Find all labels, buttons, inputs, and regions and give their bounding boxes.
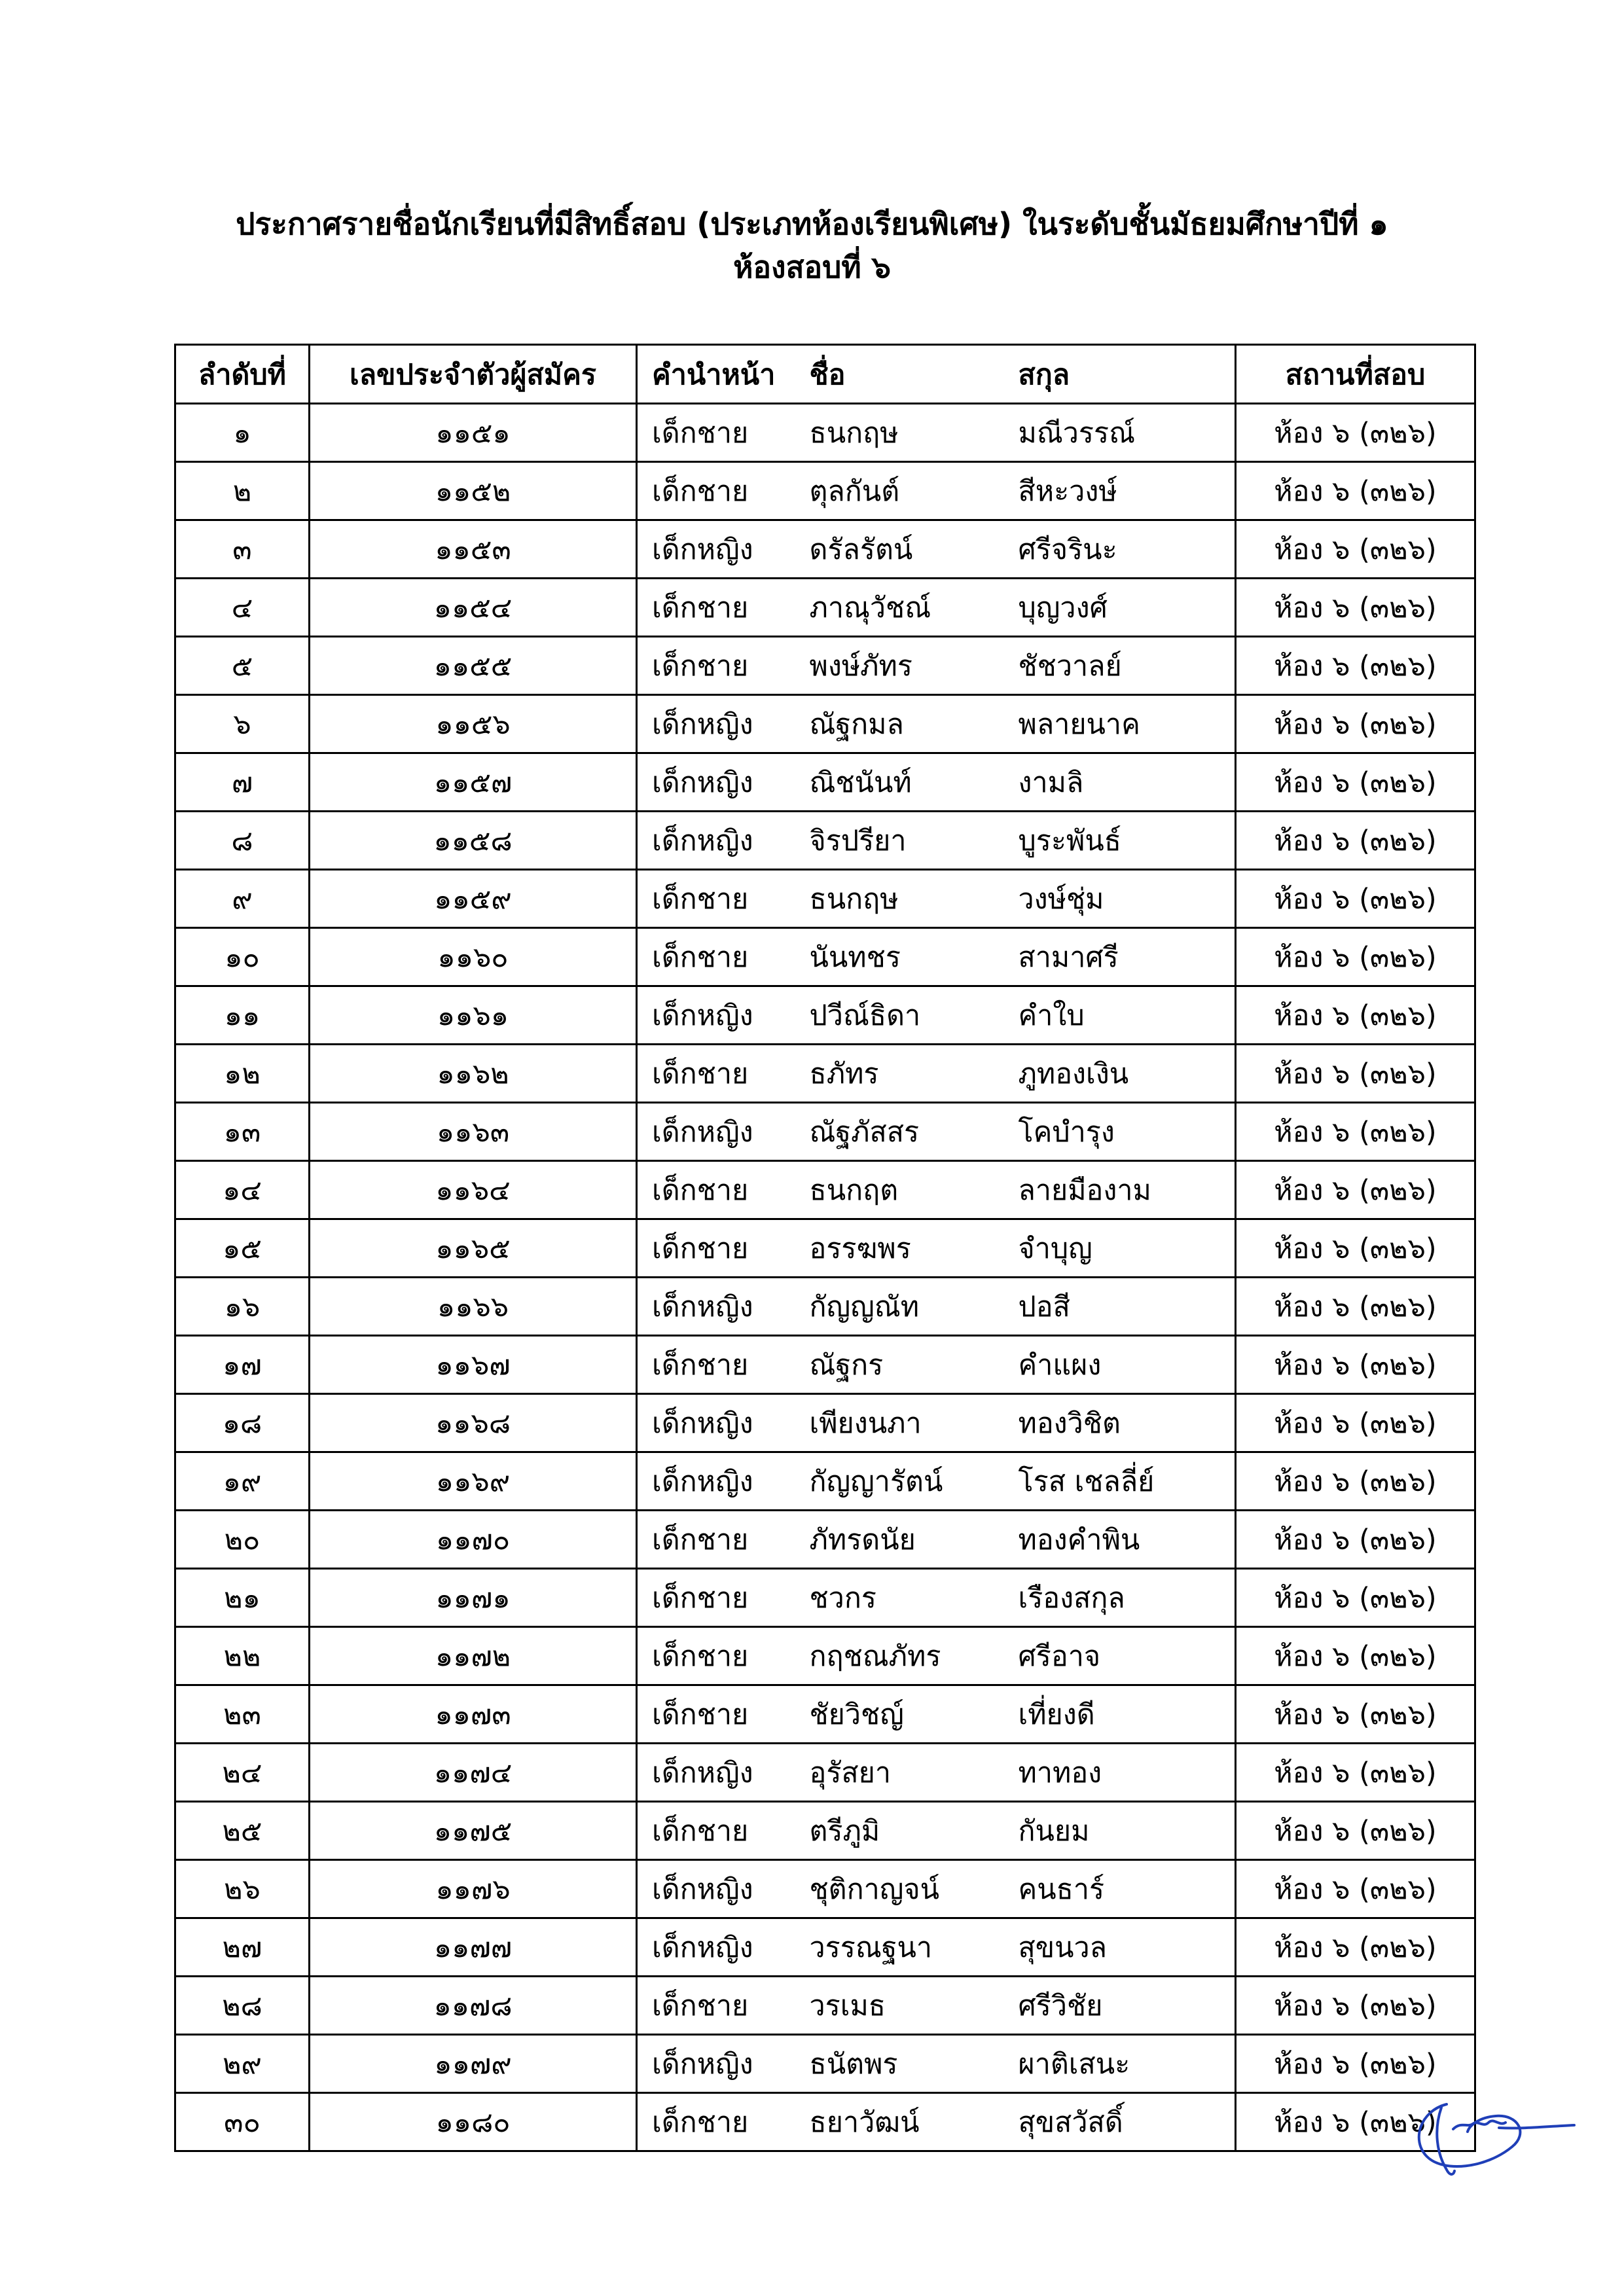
cell-applicant-id: ๑๑๗๙ [310, 2035, 637, 2093]
cell-first-name: กฤชณภัทร [801, 1627, 1007, 1685]
cell-first-name: ตุลกันต์ [801, 462, 1007, 520]
cell-exam-location: ห้อง ๖ (๓๒๖) [1236, 1511, 1475, 1569]
cell-applicant-id: ๑๑๗๓ [310, 1685, 637, 1744]
cell-applicant-id: ๑๑๕๗ [310, 753, 637, 812]
cell-prefix: เด็กหญิง [637, 753, 801, 812]
cell-no: ๒๓ [175, 1685, 310, 1744]
cell-no: ๑๒ [175, 1045, 310, 1103]
cell-exam-location: ห้อง ๖ (๓๒๖) [1236, 695, 1475, 753]
table-row [175, 1860, 1475, 1918]
table-row [175, 2093, 1475, 2151]
cell-applicant-id: ๑๑๕๙ [310, 870, 637, 928]
cell-prefix: เด็กหญิง [637, 695, 801, 753]
cell-no: ๑๐ [175, 928, 310, 986]
cell-no: ๑๑ [175, 986, 310, 1045]
header-prefix: คำนำหน้า [637, 345, 801, 404]
cell-surname: เรืองสกุล [1007, 1569, 1236, 1627]
cell-no: ๑๓ [175, 1103, 310, 1161]
cell-surname: โคบำรุง [1007, 1103, 1236, 1161]
cell-surname: บุญวงศ์ [1007, 579, 1236, 637]
header-applicant-id: เลขประจำตัวผู้สมัคร [310, 345, 637, 404]
cell-exam-location: ห้อง ๖ (๓๒๖) [1236, 1336, 1475, 1394]
cell-applicant-id: ๑๑๕๒ [310, 462, 637, 520]
cell-applicant-id: ๑๑๖๖ [310, 1278, 637, 1336]
cell-surname: สุขนวล [1007, 1918, 1236, 1977]
cell-no: ๒๒ [175, 1627, 310, 1685]
cell-no: ๑๔ [175, 1161, 310, 1219]
cell-prefix: เด็กชาย [637, 404, 801, 462]
exam-room-subtitle: ห้องสอบที่ ๖ [733, 249, 891, 285]
table-row [175, 870, 1475, 928]
cell-applicant-id: ๑๑๗๗ [310, 1918, 637, 1977]
cell-exam-location: ห้อง ๖ (๓๒๖) [1236, 753, 1475, 812]
cell-first-name: กัญญณัท [801, 1278, 1007, 1336]
cell-prefix: เด็กชาย [637, 462, 801, 520]
cell-exam-location: ห้อง ๖ (๓๒๖) [1236, 1685, 1475, 1744]
cell-first-name: ตรีภูมิ [801, 1802, 1007, 1860]
cell-surname: ปอสี [1007, 1278, 1236, 1336]
cell-first-name: ธภัทร [801, 1045, 1007, 1103]
cell-exam-location: ห้อง ๖ (๓๒๖) [1236, 637, 1475, 695]
cell-prefix: เด็กชาย [637, 928, 801, 986]
table-row [175, 1977, 1475, 2035]
cell-exam-location: ห้อง ๖ (๓๒๖) [1236, 1278, 1475, 1336]
cell-prefix: เด็กหญิง [637, 1103, 801, 1161]
table-row [175, 579, 1475, 637]
cell-exam-location: ห้อง ๖ (๓๒๖) [1236, 2093, 1475, 2151]
cell-applicant-id: ๑๑๕๕ [310, 637, 637, 695]
table-row [175, 520, 1475, 579]
table-row [175, 637, 1475, 695]
cell-prefix: เด็กหญิง [637, 1744, 801, 1802]
cell-prefix: เด็กชาย [637, 1627, 801, 1685]
cell-exam-location: ห้อง ๖ (๓๒๖) [1236, 1219, 1475, 1278]
table-row [175, 1219, 1475, 1278]
cell-exam-location: ห้อง ๖ (๓๒๖) [1236, 1627, 1475, 1685]
cell-applicant-id: ๑๑๕๘ [310, 812, 637, 870]
cell-surname: คำใบ [1007, 986, 1236, 1045]
cell-prefix: เด็กชาย [637, 1977, 801, 2035]
cell-no: ๓ [175, 520, 310, 579]
cell-surname: กันยม [1007, 1802, 1236, 1860]
cell-no: ๒๘ [175, 1977, 310, 2035]
cell-no: ๒๙ [175, 2035, 310, 2093]
table-row [175, 753, 1475, 812]
cell-surname: มณีวรรณ์ [1007, 404, 1236, 462]
cell-exam-location: ห้อง ๖ (๓๒๖) [1236, 1161, 1475, 1219]
cell-first-name: ชวกร [801, 1569, 1007, 1627]
cell-first-name: ณัฐภัสสร [801, 1103, 1007, 1161]
cell-first-name: ธนัตพร [801, 2035, 1007, 2093]
cell-prefix: เด็กหญิง [637, 1278, 801, 1336]
cell-no: ๖ [175, 695, 310, 753]
cell-applicant-id: ๑๑๖๑ [310, 986, 637, 1045]
cell-first-name: กัญญารัตน์ [801, 1452, 1007, 1511]
cell-applicant-id: ๑๑๖๒ [310, 1045, 637, 1103]
table-row [175, 1569, 1475, 1627]
cell-prefix: เด็กชาย [637, 637, 801, 695]
cell-prefix: เด็กหญิง [637, 1452, 801, 1511]
cell-prefix: เด็กชาย [637, 1802, 801, 1860]
cell-no: ๘ [175, 812, 310, 870]
cell-applicant-id: ๑๑๕๑ [310, 404, 637, 462]
cell-no: ๓๐ [175, 2093, 310, 2151]
cell-no: ๑ [175, 404, 310, 462]
cell-first-name: ภาณุวัชณ์ [801, 579, 1007, 637]
cell-first-name: ณิชนันท์ [801, 753, 1007, 812]
cell-exam-location: ห้อง ๖ (๓๒๖) [1236, 1045, 1475, 1103]
cell-surname: ลายมืองาม [1007, 1161, 1236, 1219]
cell-applicant-id: ๑๑๗๐ [310, 1511, 637, 1569]
cell-prefix: เด็กหญิง [637, 986, 801, 1045]
cell-prefix: เด็กหญิง [637, 2035, 801, 2093]
cell-first-name: พงษ์ภัทร [801, 637, 1007, 695]
cell-first-name: ชัยวิชญ์ [801, 1685, 1007, 1744]
cell-exam-location: ห้อง ๖ (๓๒๖) [1236, 1103, 1475, 1161]
cell-no: ๒๖ [175, 1860, 310, 1918]
cell-applicant-id: ๑๑๖๙ [310, 1452, 637, 1511]
cell-applicant-id: ๑๑๗๖ [310, 1860, 637, 1918]
cell-exam-location: ห้อง ๖ (๓๒๖) [1236, 812, 1475, 870]
cell-applicant-id: ๑๑๗๑ [310, 1569, 637, 1627]
cell-exam-location: ห้อง ๖ (๓๒๖) [1236, 1977, 1475, 2035]
table-row [175, 1103, 1475, 1161]
cell-no: ๒๗ [175, 1918, 310, 1977]
cell-first-name: วรเมธ [801, 1977, 1007, 2035]
cell-prefix: เด็กหญิง [637, 520, 801, 579]
cell-first-name: ณัฐกร [801, 1336, 1007, 1394]
cell-prefix: เด็กชาย [637, 1569, 801, 1627]
cell-prefix: เด็กชาย [637, 1045, 801, 1103]
cell-exam-location: ห้อง ๖ (๓๒๖) [1236, 1744, 1475, 1802]
table-row [175, 1627, 1475, 1685]
cell-exam-location: ห้อง ๖ (๓๒๖) [1236, 986, 1475, 1045]
table-row [175, 695, 1475, 753]
cell-surname: ทองวิชิต [1007, 1394, 1236, 1452]
cell-surname: ศรีจรินะ [1007, 520, 1236, 579]
cell-no: ๑๕ [175, 1219, 310, 1278]
cell-applicant-id: ๑๑๖๘ [310, 1394, 637, 1452]
cell-prefix: เด็กชาย [637, 870, 801, 928]
cell-applicant-id: ๑๑๖๔ [310, 1161, 637, 1219]
cell-exam-location: ห้อง ๖ (๓๒๖) [1236, 1452, 1475, 1511]
cell-surname: วงษ์ชุ่ม [1007, 870, 1236, 928]
cell-applicant-id: ๑๑๗๒ [310, 1627, 637, 1685]
cell-no: ๑๖ [175, 1278, 310, 1336]
table-row [175, 2035, 1475, 2093]
table-row [175, 404, 1475, 462]
table-header-row [175, 345, 1475, 404]
cell-exam-location: ห้อง ๖ (๓๒๖) [1236, 520, 1475, 579]
cell-prefix: เด็กหญิง [637, 812, 801, 870]
cell-first-name: ปวีณ์ธิดา [801, 986, 1007, 1045]
cell-prefix: เด็กหญิง [637, 1860, 801, 1918]
cell-first-name: อรรฆพร [801, 1219, 1007, 1278]
cell-no: ๑๙ [175, 1452, 310, 1511]
cell-surname: ผาติเสนะ [1007, 2035, 1236, 2093]
cell-surname: งามลิ [1007, 753, 1236, 812]
cell-no: ๒ [175, 462, 310, 520]
cell-surname: คนธาร์ [1007, 1860, 1236, 1918]
cell-surname: สีหะวงษ์ [1007, 462, 1236, 520]
cell-applicant-id: ๑๑๘๐ [310, 2093, 637, 2151]
cell-surname: คำแผง [1007, 1336, 1236, 1394]
cell-surname: สามาศรี [1007, 928, 1236, 986]
cell-surname: ทองคำพิน [1007, 1511, 1236, 1569]
table-row [175, 1452, 1475, 1511]
table-row [175, 1685, 1475, 1744]
cell-no: ๔ [175, 579, 310, 637]
cell-applicant-id: ๑๑๗๔ [310, 1744, 637, 1802]
cell-surname: ศรีอาจ [1007, 1627, 1236, 1685]
cell-prefix: เด็กหญิง [637, 1394, 801, 1452]
table-row [175, 1336, 1475, 1394]
cell-no: ๑๗ [175, 1336, 310, 1394]
cell-no: ๒๕ [175, 1802, 310, 1860]
cell-surname: พลายนาค [1007, 695, 1236, 753]
cell-first-name: นันทชร [801, 928, 1007, 986]
cell-exam-location: ห้อง ๖ (๓๒๖) [1236, 1802, 1475, 1860]
cell-exam-location: ห้อง ๖ (๓๒๖) [1236, 928, 1475, 986]
cell-exam-location: ห้อง ๖ (๓๒๖) [1236, 1394, 1475, 1452]
document-title: ประกาศรายชื่อนักเรียนที่มีสิทธิ์สอบ (ประเภทห้องเรียนพิเศษ) ในระดับชั้นมัธยมศึกษาปีที่ ๑ [236, 206, 1388, 242]
signature-image [1407, 2085, 1578, 2183]
cell-exam-location: ห้อง ๖ (๓๒๖) [1236, 579, 1475, 637]
cell-no: ๒๔ [175, 1744, 310, 1802]
table-row [175, 1161, 1475, 1219]
cell-exam-location: ห้อง ๖ (๓๒๖) [1236, 1860, 1475, 1918]
table-row [175, 928, 1475, 986]
cell-surname: บูระพันธ์ [1007, 812, 1236, 870]
cell-surname: ศรีวิชัย [1007, 1977, 1236, 2035]
cell-applicant-id: ๑๑๕๔ [310, 579, 637, 637]
cell-applicant-id: ๑๑๖๗ [310, 1336, 637, 1394]
cell-no: ๑๘ [175, 1394, 310, 1452]
cell-surname: ชัชวาลย์ [1007, 637, 1236, 695]
cell-exam-location: ห้อง ๖ (๓๒๖) [1236, 462, 1475, 520]
header-no: ลำดับที่ [175, 345, 310, 404]
cell-applicant-id: ๑๑๖๕ [310, 1219, 637, 1278]
header-first-name: ชื่อ [801, 345, 1007, 404]
header-exam-location: สถานที่สอบ [1236, 345, 1475, 404]
cell-surname: สุขสวัสดิ์ [1007, 2093, 1236, 2151]
cell-no: ๕ [175, 637, 310, 695]
cell-first-name: ดรัลรัตน์ [801, 520, 1007, 579]
table-row [175, 1394, 1475, 1452]
cell-prefix: เด็กชาย [637, 1685, 801, 1744]
cell-first-name: ธนกฤษ [801, 404, 1007, 462]
cell-surname: ภูทองเงิน [1007, 1045, 1236, 1103]
cell-no: ๙ [175, 870, 310, 928]
cell-surname: จำบุญ [1007, 1219, 1236, 1278]
header-surname: สกุล [1007, 345, 1236, 404]
table-row [175, 1045, 1475, 1103]
cell-applicant-id: ๑๑๗๕ [310, 1802, 637, 1860]
cell-prefix: เด็กชาย [637, 1161, 801, 1219]
cell-first-name: เพียงนภา [801, 1394, 1007, 1452]
cell-first-name: ธนกฤษ [801, 870, 1007, 928]
table-row [175, 1918, 1475, 1977]
cell-exam-location: ห้อง ๖ (๓๒๖) [1236, 870, 1475, 928]
cell-prefix: เด็กชาย [637, 1511, 801, 1569]
cell-applicant-id: ๑๑๕๖ [310, 695, 637, 753]
cell-exam-location: ห้อง ๖ (๓๒๖) [1236, 1918, 1475, 1977]
cell-prefix: เด็กหญิง [637, 1918, 801, 1977]
table-row [175, 1278, 1475, 1336]
table-row [175, 1802, 1475, 1860]
cell-surname: ทาทอง [1007, 1744, 1236, 1802]
cell-no: ๒๐ [175, 1511, 310, 1569]
table-row [175, 986, 1475, 1045]
table-row [175, 1511, 1475, 1569]
cell-first-name: จิรปรียา [801, 812, 1007, 870]
cell-prefix: เด็กชาย [637, 1219, 801, 1278]
cell-applicant-id: ๑๑๖๐ [310, 928, 637, 986]
cell-exam-location: ห้อง ๖ (๓๒๖) [1236, 1569, 1475, 1627]
cell-exam-location: ห้อง ๖ (๓๒๖) [1236, 2035, 1475, 2093]
cell-first-name: ภัทรดนัย [801, 1511, 1007, 1569]
table-body [175, 404, 1475, 2151]
cell-surname: เที่ยงดี [1007, 1685, 1236, 1744]
cell-applicant-id: ๑๑๗๘ [310, 1977, 637, 2035]
cell-exam-location: ห้อง ๖ (๓๒๖) [1236, 404, 1475, 462]
cell-no: ๗ [175, 753, 310, 812]
cell-applicant-id: ๑๑๖๓ [310, 1103, 637, 1161]
cell-prefix: เด็กชาย [637, 2093, 801, 2151]
cell-first-name: ชุติกาญจน์ [801, 1860, 1007, 1918]
table-row [175, 1744, 1475, 1802]
cell-prefix: เด็กชาย [637, 579, 801, 637]
cell-applicant-id: ๑๑๕๓ [310, 520, 637, 579]
cell-first-name: ธนกฤต [801, 1161, 1007, 1219]
cell-first-name: ณัฐกมล [801, 695, 1007, 753]
cell-first-name: อุรัสยา [801, 1744, 1007, 1802]
cell-first-name: วรรณฐนา [801, 1918, 1007, 1977]
cell-first-name: ธยาวัฒน์ [801, 2093, 1007, 2151]
table-row [175, 462, 1475, 520]
cell-surname: โรส เชลลี่ย์ [1007, 1452, 1236, 1511]
table-row [175, 812, 1475, 870]
candidate-table [174, 344, 1476, 2152]
cell-prefix: เด็กชาย [637, 1336, 801, 1394]
cell-no: ๒๑ [175, 1569, 310, 1627]
